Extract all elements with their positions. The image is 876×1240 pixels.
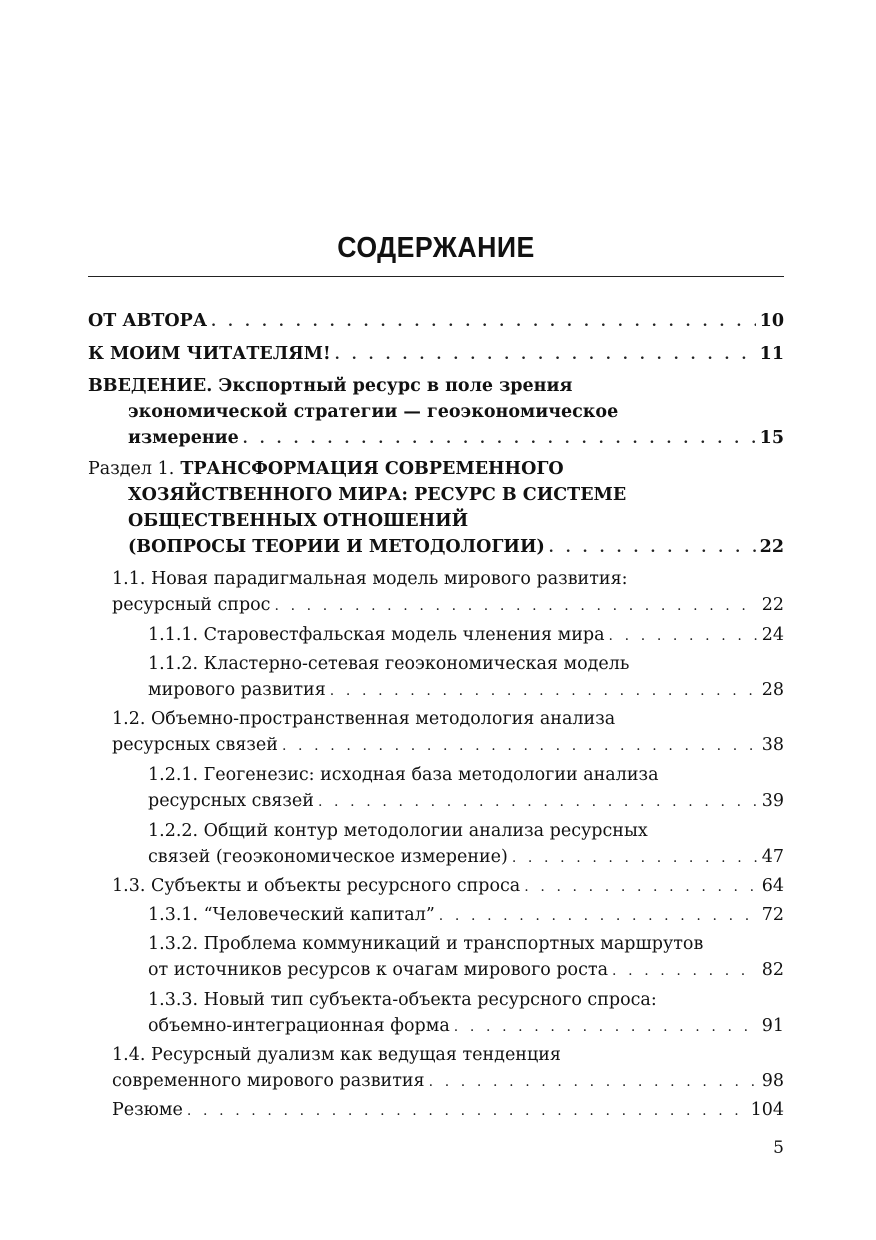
toc-entry-1-3-1[interactable] (88, 902, 784, 929)
toc-entry-1-2[interactable] (88, 706, 784, 759)
toc-entry-title: ОТ АВТОРА (88, 311, 208, 331)
dot-leader (187, 1098, 747, 1124)
toc-entry-1-2-1[interactable] (88, 762, 784, 815)
toc-entry-1-1-1[interactable] (88, 622, 784, 649)
toc-page-number: 38 (761, 735, 784, 755)
toc-entry-title-line: связей (геоэкономическое измерение) (148, 847, 508, 867)
page-title: СОДЕРЖАНИЕ (337, 232, 535, 264)
toc-page-number: 82 (761, 960, 784, 980)
toc-entry-label: ВВЕДЕНИЕ. (88, 376, 213, 396)
toc-entry-title: К МОИМ ЧИТАТЕЛЯМ! (88, 344, 331, 364)
toc-entry-summary[interactable] (88, 1097, 784, 1124)
toc-page-number: 104 (750, 1100, 784, 1120)
dot-leader (549, 535, 756, 561)
toc-entry-1-2-2[interactable] (88, 818, 784, 871)
toc-entry-title-line: 1.2. Объемно-пространственная методология анализа (112, 709, 616, 729)
dot-leader (243, 426, 756, 452)
toc-entry-title: 1.3.1. “Человеческий капитал” (148, 905, 435, 925)
toc-entry-title-line: 1.4. Ресурсный дуализм как ведущая тенденция (112, 1045, 561, 1065)
toc-page-number: 72 (761, 905, 784, 925)
toc-entry-title-line: ресурсных связей (148, 791, 314, 811)
toc-entry-1-3-2[interactable] (88, 931, 784, 984)
toc-page-number: 22 (759, 537, 784, 557)
dot-leader (524, 874, 757, 900)
toc-entry-introduction[interactable] (88, 373, 784, 452)
dot-leader (429, 1069, 758, 1095)
toc-page-number: 11 (759, 344, 784, 364)
toc-page-number: 15 (759, 428, 784, 448)
toc-entry-title-line: измерение (128, 428, 239, 448)
toc-entry-title-line: 1.1.2. Кластерно-сетевая геоэкономическая модель (148, 654, 630, 674)
toc-entry-1-1-2[interactable] (88, 651, 784, 704)
toc-entry-section-1[interactable] (88, 456, 784, 561)
toc-entry-1-4[interactable] (88, 1042, 784, 1095)
toc-entry-title-line: 1.2.1. Геогенезис: исходная база методологии анализа (148, 765, 659, 785)
toc-entry-title-line: ХОЗЯЙСТВЕННОГО МИРА: РЕСУРС В СИСТЕМЕ (128, 485, 627, 505)
toc-entry-title-line: объемно-интеграционная форма (148, 1016, 450, 1036)
toc-entry-title-line: 1.1. Новая парадигмальная модель мирового развития: (112, 569, 628, 589)
toc-page-number: 28 (761, 680, 784, 700)
toc-page-number: 24 (761, 625, 784, 645)
toc-entry-title-line: ОБЩЕСТВЕННЫХ ОТНОШЕНИЙ (128, 511, 469, 531)
toc-entry-1-3-3[interactable] (88, 987, 784, 1040)
toc-entry-title-line: мирового развития (148, 680, 326, 700)
dot-leader (454, 1014, 758, 1040)
title-rule (88, 276, 784, 277)
toc-page-number: 10 (759, 311, 784, 331)
toc-entry-1-1[interactable] (88, 566, 784, 619)
toc-entry-1-3[interactable] (88, 873, 784, 900)
dot-leader (439, 903, 758, 929)
toc-page-number: 64 (761, 876, 784, 896)
toc-entry-title-line: 1.3.3. Новый тип субъекта-объекта ресурсного спроса: (148, 990, 657, 1010)
toc-entry-title-line: 1.3.2. Проблема коммуникаций и транспортных маршрутов (148, 934, 704, 954)
toc-entry-from-author[interactable] (88, 308, 784, 335)
toc-page-number: 47 (761, 847, 784, 867)
toc-entry-title-line: ТРАНСФОРМАЦИЯ СОВРЕМЕННОГО (180, 459, 564, 479)
toc-page-number: 39 (761, 791, 784, 811)
dot-leader (512, 845, 758, 871)
toc-entry-title: Резюме (112, 1100, 183, 1120)
toc-page-number: 22 (761, 595, 784, 615)
dot-leader (335, 342, 756, 368)
toc-entry-title: 1.3. Субъекты и объекты ресурсного спроса (112, 876, 521, 896)
toc-entry-title-line: 1.2.2. Общий контур методологии анализа ресурсных (148, 821, 648, 841)
dot-leader (318, 789, 758, 815)
toc-entry-title-line: ресурсных связей (112, 735, 278, 755)
toc-entry-title-line: от источников ресурсов к очагам мирового роста (148, 960, 608, 980)
toc-page-number: 98 (761, 1071, 784, 1091)
toc-entry-title-line: современного мирового развития (112, 1071, 425, 1091)
toc-page-number: 91 (761, 1016, 784, 1036)
dot-leader (609, 623, 758, 649)
dot-leader (274, 593, 757, 619)
page-number: 5 (773, 1138, 784, 1158)
dot-leader (211, 309, 756, 335)
toc-entry-title: 1.1.1. Старовестфальская модель членения мира (148, 625, 605, 645)
toc-entry-title-line: экономической стратегии — геоэкономическое (128, 402, 619, 422)
dot-leader (282, 733, 758, 759)
toc-entry-title-line: Экспортный ресурс в поле зрения (218, 376, 573, 396)
dot-leader (330, 678, 758, 704)
toc-entry-label: Раздел 1. (88, 459, 175, 479)
toc-entry-title-line: (ВОПРОСЫ ТЕОРИИ И МЕТОДОЛОГИИ) (128, 537, 545, 557)
toc-entry-to-readers[interactable] (88, 341, 784, 368)
toc-entry-title-line: ресурсный спрос (112, 595, 271, 615)
dot-leader (612, 958, 758, 984)
